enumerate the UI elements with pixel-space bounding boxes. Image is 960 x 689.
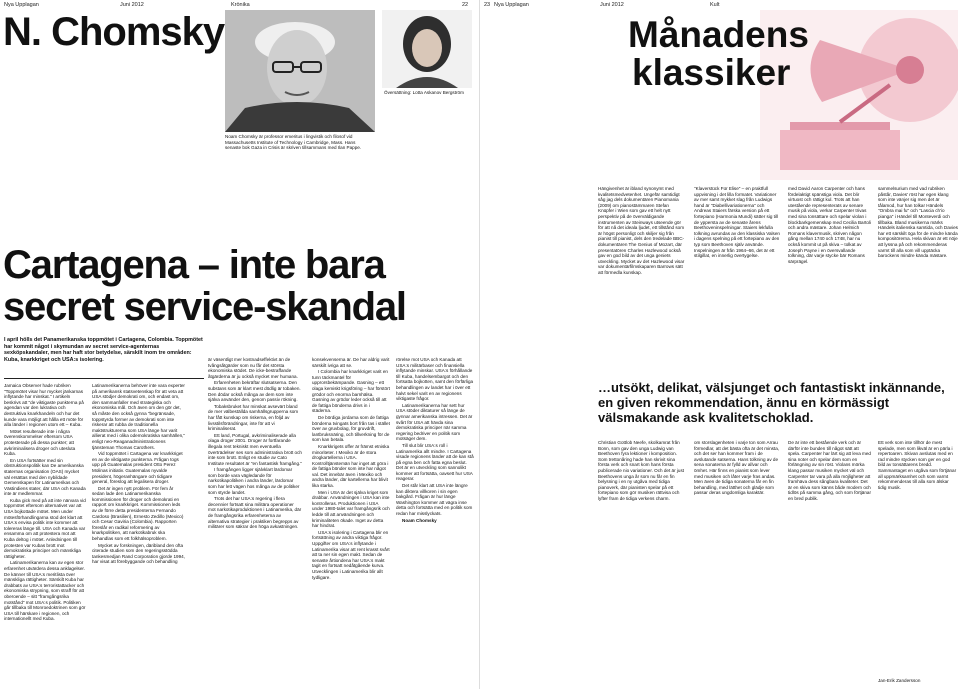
review-column-1 xyxy=(598,186,686,376)
column-headline-line2: klassiker xyxy=(632,52,791,93)
body-paragraph: I framgången ligger självklart lärdomar som borde vara vägledande för narkotikapolitiken i andra länder, lärdomar som har lett vägen hos många av de politiker som styrde landet. xyxy=(208,467,300,495)
left-page-number: 22 xyxy=(462,2,469,8)
body-paragraph: Jamaica Observer hade rubriken "Toppmötet visar hur mycket jänkarnas inflytande har minskat." I artikeln beskrivs att "de viktigaste punkterna på agendan var den lukrativa och destruktiva knarkhandeln och hur det kunde vara möjligt att hålla ett möte för alla länder i regionen utom ett – Kuba. xyxy=(4,383,84,428)
body-paragraph: Till slut blir USA:s roll i Latinamerika allt mindre. I Cartagena visade regionens länder att de kan stå på egna ben och fatta egna beslut. Det är en utveckling som sannolikt kommer att fortsätta, oavsett hur USA reagerar. xyxy=(396,442,474,482)
right-date: Juni 2012 xyxy=(600,2,624,8)
translator-caption: Översättning: Lotta Askanov Bergström xyxy=(384,90,464,95)
left-section: Krönika xyxy=(231,2,250,8)
body-column-5 xyxy=(396,357,474,683)
review-paragraph: Hängivenhet är ibland synonymt med kvalitetsmedvetenhet. Ungefär samtidigt såg jag dels dokumentären Pianomania (2009) om pianostämmaren Stefan Knüpfer i Wien som gav ett helt nytt perspektiv på de överväldigande instrumenten av Steinways utseende gör för att nå det ideala ljudet, ett tillstånd som är högst personligt och skiljer sig från pianist till pianist, dels den tredelade BBC-dokumentären The Genius of Mozart, där presentatören Charles Hazlewood också gav en god bild av det unga geniets utveckling. Mycket av det Hazlewood visar var dokumentärfilmskaparen Barrows sätt att förmedla kunskap. xyxy=(598,186,685,275)
review-paragraph: "Klaverstück Für Elise" – en praktfull uppvisning i det lilla formatet. Variationer av mer samt mykket slag från Ludwigs hand är "Diabellivariationerna" och Andreas Staiers färska version på ett fortepiano (Harmonia Mundi) sätter sig till de yppersta av de senaste årens Beethoveninspelningar. Staiers lekfulla tolkning avrundas av den klassiska Valsen i dagens spelning på ett fortepiano av den typ som Beethoven själv använde. Inspelningen är från 1964–66, det är ett stilgillat, en innerlig övertygelse. xyxy=(694,186,780,259)
reviewer-byline: Jan-Erik Zandersson xyxy=(878,678,921,683)
body-paragraph: Trots det har USA:s regering i flera decennier fortsatt sina militära operationer mot narkotikaproduktionen i Latinamerika, där de framgångsrika erfarenheterna av alternativa strategier i praktiken begrepps av militärer som säkrar den höga avkastningen. xyxy=(208,496,302,530)
body-paragraph: rörelse mot USA och Kanada att USA:s militärbaser och finansiella inflytande minskar. USA:s förhållande till Kuba, handelsembargot och den fortsatta bojkotten, samt den förfärliga behandlingen av landet har i över ett halvt sekel varit en av regionens viktigaste frågor. xyxy=(396,357,474,402)
translator-photo xyxy=(382,10,472,88)
column-headline-line1: Månadens xyxy=(628,14,809,55)
body-paragraph: Vid toppmötet i Cartagena var knarkkriget en av de viktigaste punkterna. Frågan togs upp på Guatemalas president Otto Perez Molinas initiativ. Guatemalas nyvalde president, högeranhängare och tidigare general, föreslog att legalisera droger. xyxy=(92,451,183,485)
body-column-1 xyxy=(4,383,86,683)
pull-quote: …utsökt, delikat, välsjunget och fantastiskt inkännande, en given rekommendation, ännu en körmässigt välsmakande ask kvalitetschoklad. xyxy=(598,380,945,425)
author-signature: Noam Chomsky xyxy=(402,517,437,523)
article-headline-line2: secret service-skandal xyxy=(3,285,406,329)
body-paragraph: Mycket av forskningen, däribland den ofta citerade studien som den regeringsstödda tankesmedjan Rand Corporation gjorde 1994, har visat att förebyggande och behandling xyxy=(92,542,185,565)
chomsky-photo-caption: Noam Chomsky är professor emeritus i lingvistik och filosof vid Massachusetts Institute of Technology i Cambridge, Mass. Hans senaste bok Gaza in Crisis är skriven tillsammans med Ilan Pappe. xyxy=(225,134,362,151)
review-paragraph: De är inte ett bestående verk och är därför inte bunden till något sätt att spela. Carpenter har lärt sig att leva med sina noter och spelar dem som en förlängning av sin röst. Violans mörka klang passar musiken mycket väl och Carpenter tar vara på alla möjligheter att framhäva dess sångbara kvaliteter. Det är en skiva som känns både modern och tidlös på samma gång, och som förtjänar en bred publik. xyxy=(788,440,871,501)
body-paragraph: Latinamerikanerna kan av egen stor erfarenhet utvärdera dessa anklagelser. De känner till USA:s meritlista över mänskliga rättigheter. Särskilt Kuba har drabbats av USA:s terroristattacker och ekonomiska strypning, som straff för att oberoende – sitt "framgångsrika motstånd" mot USA:s politik. Politiken går tillbaka till Monroedoktrinen som gör USA till härskare i regionen, och internationellt med Kuba. xyxy=(4,560,86,622)
body-paragraph: De bördiga jordarna som de fattiga bönderna tvingats bort från tas i stället över av gruvbolag, för gruvdrift, lantbruksnäring, och tillverkning för de som kan betala. xyxy=(312,414,390,443)
review-column-3 xyxy=(788,186,872,376)
body-paragraph: I Colombia har knarkkriget varit en tunn täckmantel för upprorsbekämpande. Gasning – ett olaga kemiskt krigsföring – har förstört grödor och enorma barnhälsa. Gasning av grödor leder också till att de fattiga bönderna drivs in i städerna. xyxy=(312,369,390,414)
review-lower-column-3 xyxy=(788,440,872,684)
body-paragraph: är väsentligt mer kostnadseffektivt än de tvångsåtgärder som nu får det största ekonomiska stödet. De icke-bestraffande åtgärderna är ju också mycket mer humana. xyxy=(208,357,298,379)
body-paragraph: Tobaksbruket har minskat avsevärt bland de mer välbeställda samhällsgrupperna som har fått kunskap om riskerna, en följd av livsstilsförändringar, inte för att vi kriminaliserat. xyxy=(208,403,299,432)
left-paper-name: Nya Upplagan xyxy=(4,2,39,8)
portrait-translator-icon xyxy=(382,10,472,88)
article-lead: I april hölls det Panamerikanska toppmötet i Cartagena, Colombia. Toppmötet har kommit något i skymundan av secret service-agenternas sexköpskandaler, men har haft stor betydelse, särskilt inom tre områden: Kuba, knarkkriget och USA:s isolering. xyxy=(4,337,203,363)
portrait-illustration-icon xyxy=(225,10,375,132)
review-paragraph: med David Aaron Carpenter och hans fördelaktigt spänstiga viola. Det blir virtuost och rättigt kul. Trots att han utestående representerats av senare musik på viola, verkar Carpenter trivas med sina tonsättare och spelar violan i blockbarkgemenskap med Cecilia Bartoli och andra mästare. Johan Helmich Romans klavermusik, skriven någon gång mellan 1740 och 1748, har nu också kommit ut på skiva – tolkat av Joseph Payne i en översvallande tolkning, där varje stycke bär Romans särprägel. xyxy=(788,186,871,264)
body-paragraph: Mötet resulterade inte i några överenskommelser eftersom USA protesterade på dessa punkter; att avkriminalisera droger och utesluta Kuba. xyxy=(4,428,76,457)
body-paragraph: Men i USA är det själva kriget som drabbar. Användningen i USA kan inte kontrolleras. Produktionen i USA under 1980-talet var framgångsrik och ledde till att användningen och kriminaliteten ökade. Inget av detta har hindrat. xyxy=(312,489,390,529)
review-lower-column-4 xyxy=(878,440,958,674)
body-paragraph: konsekvenserna är. De har aldrig varit särskilt ivriga att se. xyxy=(312,357,390,368)
body-paragraph: USA:s isolering i Cartagena blir en fortsättning av andra viktiga frågor. Uppgifter om USA:s inflytande i Latinamerika visar att rent krasst svårt att ta ner sin egen makt. Sedan de senaste årtiondena har USA:s makt tagit en fortsatt nedåtgående kurva. Utvecklingen i Latinamerika blir allt tydligare. xyxy=(312,529,390,580)
review-paragraph: om storslagenheten i varje ton som Arrau förmedlar, att det bästa ofta är det minsta, och det ser han kommer fram i de avslutande satserna. Hans tolkning av de sena sonaterna är fylld av allvar och ömhet. Här finns en pianist som lever med musiken och låter varje fras andas. Men även de tidiga sonaterna får en fin behandling, med lätthet och glädje som passar deras ungdomliga karaktär. xyxy=(694,440,780,496)
body-column-2 xyxy=(92,383,186,683)
article-headline-line1: Cartagena – inte bara xyxy=(3,243,385,287)
body-paragraph: Knarkkrigets offer är främst etniska minoriteter. I Mexiko är de stora drogkartellerna i USA. Kontrolltjänstemän har inget att göra i de fattiga bönder som inte har något val. Det innebär även i Mexiko och andra länder, där kartellerna har blivit lika starka. xyxy=(312,443,390,489)
right-section: Kult xyxy=(710,2,720,8)
right-paper-name: Nya Upplagan xyxy=(494,2,529,8)
body-paragraph: Kuba gick med på att inte närvara vid toppmötet eftersom alternativet var att USA bojkottade mötet. Men under mötesförhandlingarna stod det klart att USA:s envisa politik inte kommer att tolereras länge till. USA och Kanada var ensamma om att protestera mot att Kuba deltog i mötet. Anledningen till protesten var Kubas brott mot demokratiska principer och mänskliga rättigheter. xyxy=(4,497,86,559)
body-paragraph: Det är ingen nytt problem. För fem år sedan lade den Latinamerikanska kommissionen för droger och demokrati en rapport om knarkkriget. Kommissionen leds av de förre detta presidenterna Fernando Cardoso (Brasilien), Ernesto Zedillo (Mexico) och Cesar Gaviria (Colombia). Rapporten föreslår en radikal reformering av knarkpolitiken, att narkotikabruk ska behandlas som ett folkhälsoproblem. xyxy=(92,485,184,542)
review-paragraph: Christian Gottlob Neefe, skolkamrat från Bonn, som gav den unga Ludwig van Beethoven fyra lektioner i komposition. Som trettonåring hade han skrivit sina första verk och snart kom hans första publicerade nio variationer. Och det är just Beethovens unga år som nu får en fin belysning i en ny utgåva med tidiga pianoverk, där pianisten spelar på ett fortepiano som gör musiken rättvisa och lyfter fram de tidiga verkens charm. xyxy=(598,440,685,501)
body-paragraph: Latinamerikanerna behöver inte vara experter på amerikansk statsvetenskap för att veta att USA stödjer demokrati om, och endast om, den sammanfaller med strategiska och ekonomiska mål. Och även om den gör det, så måste den också gynna "begränsade, toppstyrda former av demokrati som inte riskerar att rubba de traditionella maktstrukturerna som USA länge har varit allierat med i olika odemokratiska samhällen," enligt neo-Reaganadministrationens tjänsteman Thomas Carothers. xyxy=(92,383,186,450)
lead-divider xyxy=(4,378,204,379)
review-column-4 xyxy=(878,186,958,376)
right-page-number: 23 xyxy=(484,2,491,8)
review-paragraph: sammelsurium med vad rubriken påstår, Davies' röst har egen klang som inte vänjer sig men det är tålamod, hur han tolkar Händels "Ombra mai fu" och "Lascia ch'io pianga" i Händel till Monteverdi och tillbaka. Bland musikerna märks Händels italienska samtida, och Davies har ett särskilt öga för de mindre kända kompositörerna. Hela skivan är ett nöje att lyssna på och rekommenderas varmt till alla som vill upptäcka barockens mindre kända mästare. xyxy=(878,186,958,259)
body-column-3 xyxy=(208,357,302,683)
body-paragraph: En USA fortsätter med sin obstruktionspolitik kan De amerikanska staternas organisation (OAS) mycket väl ersättas med den nybildade Gemenskapen för Latinamerikas och Västindiens stater, där USA och Kanada inte är medlemmar. xyxy=(4,457,86,497)
chomsky-photo xyxy=(225,10,375,132)
review-paragraph: Ett verk som inte tillhör de mest spelade, men som likväl är en pärla i repertoaren. Skivan avslutas med en rad mindre stycken som ger en god bild av tonsättarens bredd. Sammantaget en utgåva som förtjänar all uppmärksamhet och som varmt rekommenderas till alla som älskar tidig musik. xyxy=(878,440,957,490)
page-gutter xyxy=(479,0,480,689)
review-column-2 xyxy=(694,186,780,376)
body-paragraph: Erfarenheten bekräftar slutsatserna. Den substans som är klart mest dödlig är tobaken. Den dödar också många av dem som inte själva använder den, genom passiv rökning. xyxy=(208,380,301,403)
author-headline: N. Chomsky xyxy=(3,10,225,54)
body-column-4 xyxy=(312,357,390,683)
left-date: Juni 2012 xyxy=(120,2,144,8)
body-paragraph: Det står klart att USA inte längre kan diktera villkoren i sin egen bakgård. Frågan är hur länge Washington kommer att vägra inse detta och fortsätta med en politik som redan har misslyckats. xyxy=(396,483,473,517)
review-lower-column-1 xyxy=(598,440,686,684)
review-lower-column-2 xyxy=(694,440,780,684)
body-paragraph: Ett land, Portugal, avkriminaliserade alla olaga droger 2001. Droger är fortfarande illegala rent tekniskt men eventuella överträdelser ses som administrativa brott och inte som brott. Enligt en studie av Cato Institute resultatet är "en fantastisk framgång." xyxy=(208,432,302,466)
body-paragraph: Latinamerikanerna har sett hur USA stöder diktaturer så länge de gynnar amerikanska intressen. Det är svårt för USA att hävda sina demokratiska principer när samma regering bedriver en politik som motsäger dem. xyxy=(396,402,473,442)
